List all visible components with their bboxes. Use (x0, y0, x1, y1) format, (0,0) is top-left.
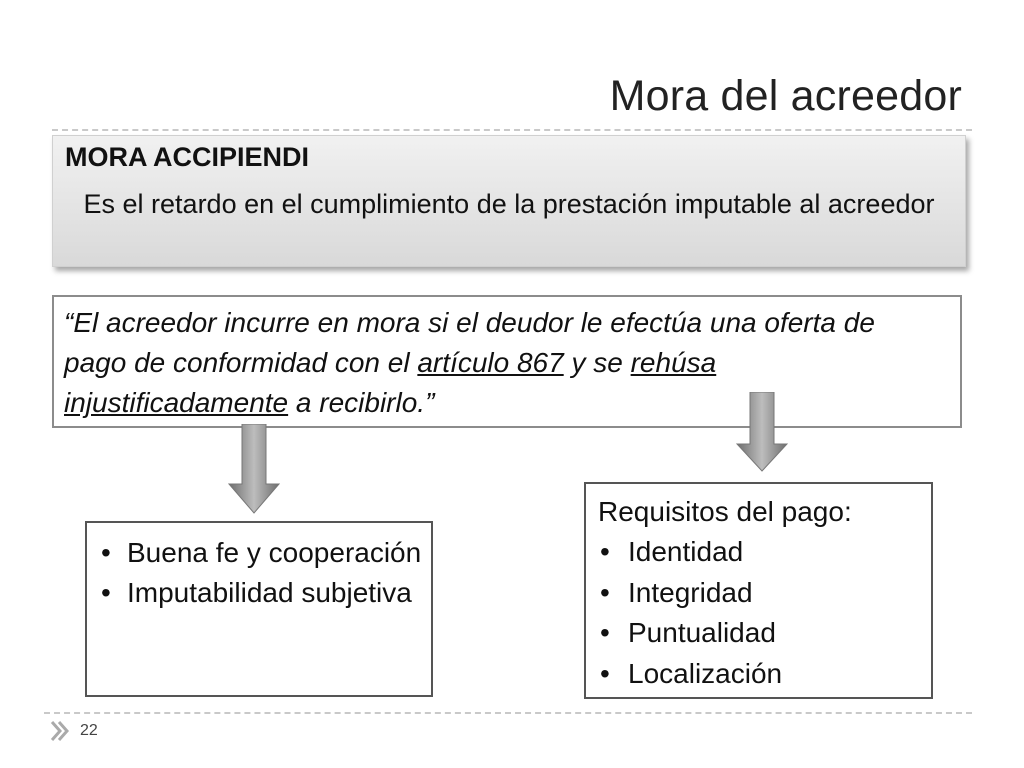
list-item: • Buena fe y cooperación (99, 533, 427, 573)
slide-title: Mora del acreedor (609, 72, 962, 120)
quote-part-2: y se (563, 347, 631, 378)
requirements-title: Requisitos del pago: (598, 496, 852, 527)
definition-heading: MORA ACCIPIENDI (65, 142, 310, 172)
list-item: • Integridad (598, 573, 782, 614)
article-867-link[interactable]: artículo 867 (417, 347, 564, 378)
requirements-box (584, 482, 933, 699)
top-divider (52, 129, 972, 131)
double-chevron-icon (48, 719, 72, 743)
quote-box (52, 295, 962, 428)
quote-part-1: “El acreedor incurre en mora si el deudor le efectúa una oferta de pago de conformidad con el (64, 307, 875, 378)
rehusa-link[interactable]: rehúsa injustificadamente (64, 347, 717, 418)
quote-part-3: a recibirlo.” (288, 387, 435, 418)
down-arrow-right-icon (736, 392, 788, 472)
definition-text: Es el retardo en el cumplimiento de la prestación imputable al acreedor (83, 189, 935, 219)
quote-text (64, 303, 944, 423)
page-number: 22 (80, 722, 98, 739)
list-item: • Imputabilidad subjetiva (99, 573, 427, 613)
down-arrow-left-icon (228, 424, 280, 514)
principles-box (85, 521, 433, 697)
list-item: • Localización (598, 654, 782, 695)
bottom-divider (44, 712, 972, 714)
definition-box (52, 135, 966, 267)
list-item: • Puntualidad (598, 613, 782, 654)
requirements-list (598, 532, 782, 694)
list-item: • Identidad (598, 532, 782, 573)
principles-list (99, 533, 427, 613)
